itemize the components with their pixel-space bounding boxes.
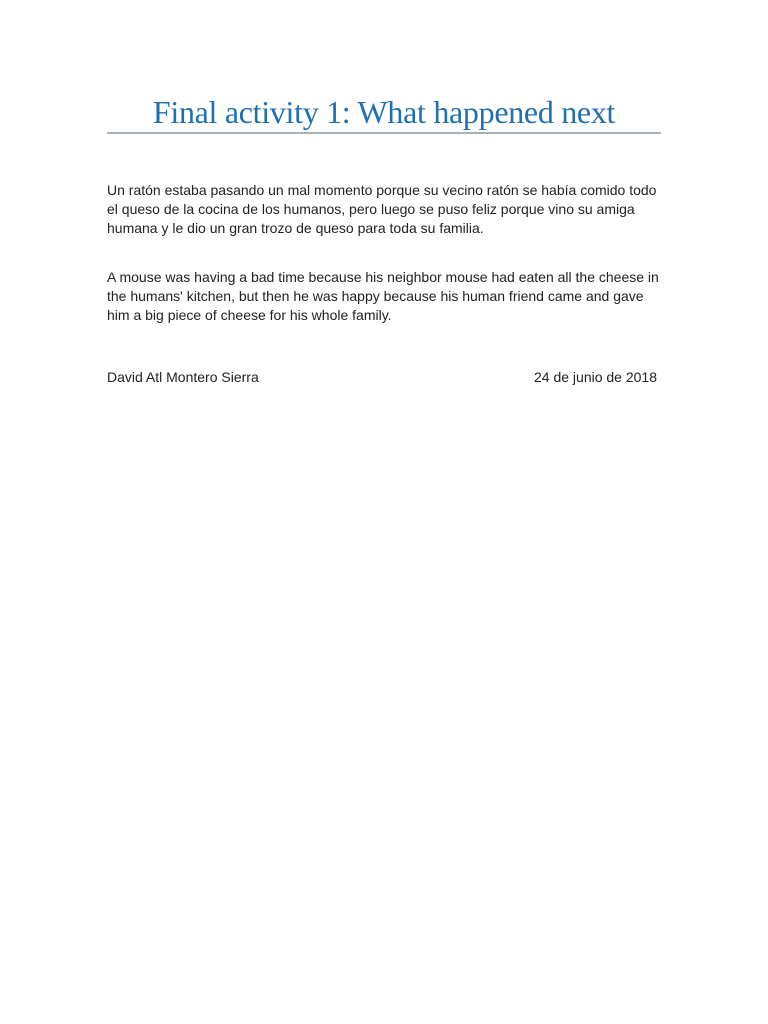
author-name: David Atl Montero Sierra — [107, 369, 259, 385]
document-title: Final activity 1: What happened next — [152, 94, 616, 130]
spanish-paragraph: Un ratón estaba pasando un mal momento porque su vecino ratón se había comido todo el queso de la cocina de los humanos, pero luego se puso feliz porque vino su amiga humana y le dio un gran trozo de queso para toda su familia. — [107, 182, 657, 236]
english-paragraph: A mouse was having a bad time because his neighbor mouse had eaten all the cheese in the humans' kitchen, but then he was happy because his human friend came and gave him a big piece of cheese for his whole family. — [107, 269, 659, 323]
title-underline-divider — [107, 132, 661, 134]
document-date: 24 de junio de 2018 — [534, 369, 657, 385]
